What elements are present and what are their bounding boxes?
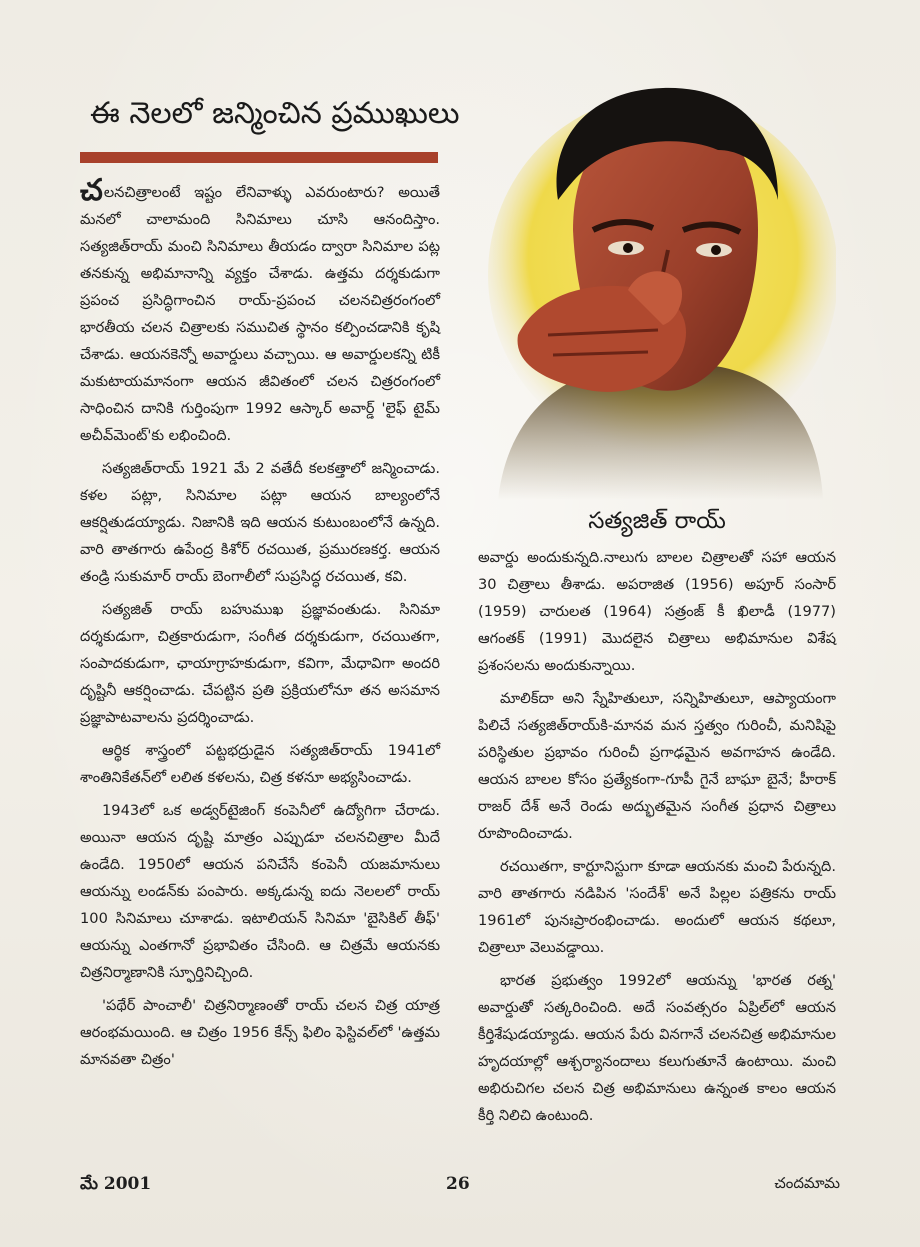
page-footer xyxy=(80,1174,840,1204)
right-column xyxy=(478,80,836,1170)
paragraph-films: అవార్డు అందుకున్నది.నాలుగు బాలల చిత్రాలతో సహా ఆయన 30 చిత్రాలు తీశాడు. అపరాజిత (1956) అపూర్ సంసార్ (1959) చారులత (1964) సత్రంజ్ కీ ఖిలాడీ (1977) ఆగంతక్ (1991) మొదలైన చిత్రాలు అభిమానుల విశేష ప్రశంసలను అందుకున్నాయి. xyxy=(478,549,836,674)
paragraph-birth: సత్యజిత్‌రాయ్ 1921 మే 2 వతేదీ కలకత్తాలో జన్మించాడు. కళల పట్లా, సినిమాల పట్లా ఆయన బాల్యంలోనే ఆకర్షితుడయ్యాడు. నిజానికి ఇది ఆయన కుటుంబంలోనే ఉన్నది. వారి తాతగారు ఉపేంద్ర కిశోర్ రచయిత, ప్రమురణకర్త. ఆయన తండ్రి సుకుమార్ రాయ్ బెంగాలీలో సుప్రసిద్ధ రచయిత, కవి. xyxy=(80,460,440,585)
portrait-drawing xyxy=(478,80,836,500)
paragraph-talents: సత్యజిత్ రాయ్ బహుముఖ ప్రజ్ఞావంతుడు. సినిమా దర్శకుడుగా, చిత్రకారుడుగా, సంగీత దర్శకుడుగా, రచయితగా, సంపాదకుడుగా, ఛాయాగ్రాహకుడుగా, కవిగా, మేధావిగా అందరి దృష్టినీ ఆకర్షించాడు. చేపట్టిన ప్రతి ప్రక్రియలోనూ తన అసమాన ప్రజ్ఞాపాటవాలను ప్రదర్శించాడు. xyxy=(80,601,440,726)
page-number: 26 xyxy=(446,1174,470,1194)
paragraph-bharat-ratna: భారత ప్రభుత్వం 1992లో ఆయన్ను 'భారత రత్న' అవార్డుతో సత్కరించింది. అదే సంవత్సరం ఏప్రిల్‌లో ఆయన కీర్తిశేషుడయ్యాడు. ఆయన పేరు వినగానే చలనచిత్ర అభిమానుల హృదయాల్లో ఆశ్చర్యానందాలు కలుగుతూనే ఉంటాయి. మంచి అభిరుచిగల చలన చిత్ర అభిమానులు ఉన్నంత కాలం ఆయన కీర్తి నిలిచి ఉంటుంది. xyxy=(478,972,836,1124)
paragraph-intro xyxy=(80,173,440,449)
paragraph-career: 1943లో ఒక అడ్వర్‌టైజింగ్ కంపెనీలో ఉద్యోగిగా చేరాడు. అయినా ఆయన దృష్టి మాత్రం ఎప్పుడూ చలనచిత్రాల మీదే ఉండేది. 1950లో ఆయన పనిచేసే కంపెనీ యజమానులు ఆయన్ను లండన్‌కు పంపారు. అక్కడున్న ఐదు నెలలలో రాయ్ 100 సినిమాలు చూశాడు. ఇటాలియన్ సినిమా 'బైసికిల్ తీఫ్' ఆయన్ను ఎంతగానో ప్రభావితం చేసింది. ఆ చిత్రమే ఆయనకు చిత్రనిర్మాణానికి స్ఫూర్తినిచ్చింది. xyxy=(80,802,440,981)
issue-date: మే 2001 xyxy=(80,1174,152,1194)
left-column xyxy=(80,92,460,1172)
portrait-caption: సత్యజిత్ రాయ్ xyxy=(588,508,726,534)
magazine-name: చందమామ xyxy=(774,1174,840,1192)
paragraph-writer: రచయితగా, కార్టూనిస్టుగా కూడా ఆయనకు మంచి పేరున్నది. వారి తాతగారు నడిపిన 'సందేశ్' అనే పిల్లల పత్రికను రాయ్ 1961లో పునఃప్రారంభించాడు. అందులో ఆయన కథలూ, చిత్రాలూ వెలువడ్డాయి. xyxy=(478,858,836,956)
paragraph-intro-text: లనచిత్రాలంటే ఇష్టం లేనివాళ్ళు ఎవరుంటారు? అయితే మనలో చాలామంది సినిమాలు చూసి ఆనందిస్తాం. సత్యజిత్‌రాయ్ మంచి సినిమాలు తీయడం ద్వారా సినిమాల పట్ల తనకున్న అభిమానాన్ని వ్యక్తం చేశాడు. ఉత్తమ దర్శకుడుగా ప్రపంచ ప్రసిద్ధిగాంచిన రాయ్-ప్రపంచ చలనచిత్రరంగంలో భారతీయ చలన చిత్రాలకు సముచిత స్థానం కల్పించడానికి కృషి చేశాడు. ఆయనకెన్నో అవార్డులు వచ్చాయి. ఆ అవార్డులకన్ని టికీ మకుటాయమానంగా ఆయన జీవితంలో చలన చిత్రరంగంలో సాధించిన దానికి గుర్తింపుగా 1992 ఆస్కార్ అవార్డ్ 'లైఫ్ టైమ్ అచీవ్‌మెంట్'కు లభించింది. xyxy=(80,184,440,444)
portrait-illustration xyxy=(478,80,836,500)
drop-cap: చ xyxy=(80,173,103,208)
heading-underline-bar xyxy=(80,152,438,163)
article-heading: ఈ నెలలో జన్మించిన ప్రముఖులు xyxy=(90,96,460,131)
paragraph-education: ఆర్థిక శాస్త్రంలో పట్టభద్రుడైన సత్యజిత్‌రాయ్ 1941లో శాంతినికేతన్‌లో లలిత కళలను, చిత్ర కళనూ అభ్యసించాడు. xyxy=(80,742,440,786)
paragraph-manikda: మాలిక్‌దా అని స్నేహితులూ, సన్నిహితులూ, ఆప్యాయంగా పిలిచే సత్యజిత్‌రాయ్‌కి-మానవ మన స్తత్వం గురించీ, మనిషిపై పరిస్థితుల ప్రభావం గురించీ ప్రగాఢమైన అవగాహన ఉండేది. ఆయన బాలల కోసం ప్రత్యేకంగా-గూపీ గైనే బాఘా బైనే; హీరాక్ రాజర్ దేశ్ అనే రెండు అద్భుతమైన సంగీత ప్రధాన చిత్రాలు రూపొందించాడు. xyxy=(478,690,836,842)
paragraph-pather-panchali: 'పథేర్ పాంచాలీ' చిత్రనిర్మాణంతో రాయ్ చలన చిత్ర యాత్ర ఆరంభమయింది. ఆ చిత్రం 1956 కేన్స్ ఫిలిం ఫెస్టివల్‌లో 'ఉత్తమ మానవతా చిత్రం' xyxy=(80,997,440,1068)
